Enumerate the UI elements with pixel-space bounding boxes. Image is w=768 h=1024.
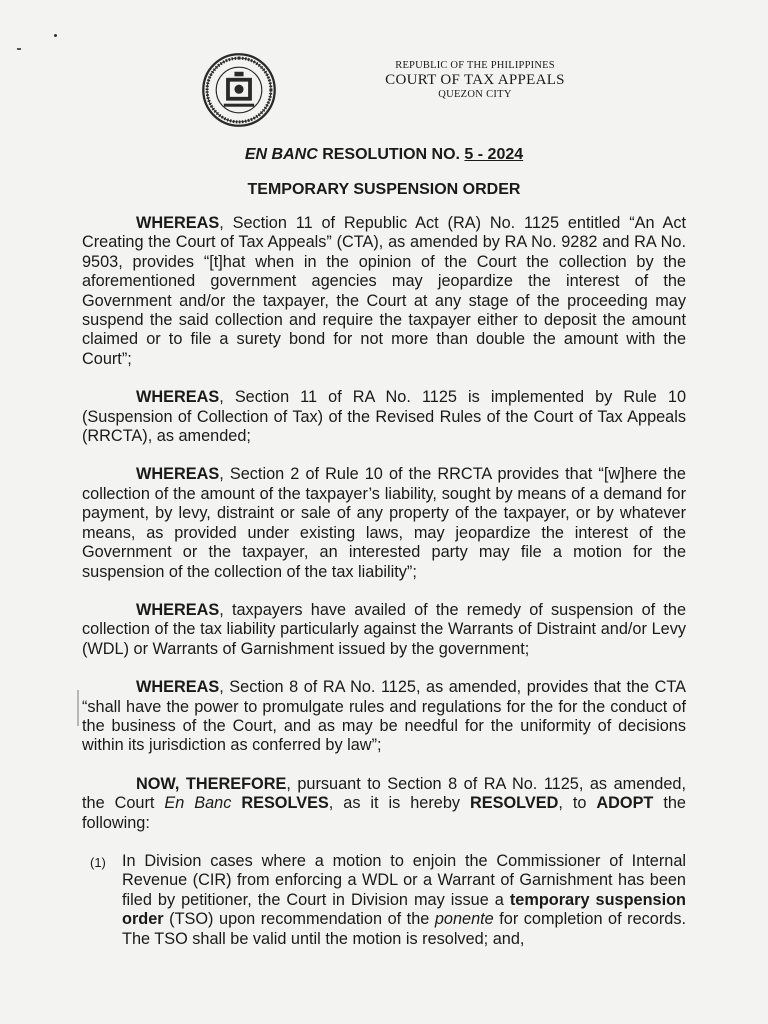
resolution-title (0, 146, 768, 164)
court-seal-icon (201, 52, 277, 128)
list-item-text: for completion of records. The TSO shall be valid until the motion is resolved; and, (122, 910, 686, 948)
resolves-bold: RESOLVES (241, 794, 329, 813)
paragraph-text: , Section 11 of Republic Act (RA) No. 1125 entitled “An Act Creating the Court of Tax Appeals” (CTA), as amended by RA No. 9282 and RA No. 9503, provides “[t]hat when in the opinion of the Court the collection by the aforementioned government agencies may jeopardize the interest of the Government and/or the taxpayer, the Court at any stage of the proceeding may suspend the said collection and require the taxpayer either to deposit the amount claimed or to file a surety bond for not more than double the amount with the Court”; (82, 214, 686, 368)
letterhead-country: REPUBLIC OF THE PHILIPPINES (395, 60, 555, 71)
scan-speck (54, 34, 57, 37)
list-item (82, 852, 686, 949)
letterhead-court: COURT OF TAX APPEALS (385, 72, 565, 89)
paragraph-text: , pursuant to Section 8 of RA No. 1125, as amended, the Court (82, 774, 686, 813)
letterhead (360, 60, 590, 101)
document-body (82, 214, 686, 949)
paragraph-text: , to (558, 794, 597, 813)
en-banc-italic: En Banc (164, 794, 232, 813)
list-item-text: (TSO) upon recommendation of the (163, 910, 435, 929)
paragraph-text: , Section 2 of Rule 10 of the RRCTA provides that “[w]here the collection of the amount of the taxpayer’s liability, sought by means of a demand for payment, by levy, distraint or sale of any property of the taxpayer, or by whatever means, as provided under existing laws, may jeopardize the interest of the Government or the taxpayer, an interested party may file a motion for the suspension of the collection of the tax liability”; (82, 465, 686, 581)
resolution-number: 5 - 2024 (464, 146, 524, 163)
ponente-italic: ponente (434, 910, 494, 929)
whereas-paragraph-3 (82, 465, 686, 581)
word-space (231, 794, 241, 812)
whereas-paragraph-5 (82, 678, 686, 756)
resolution-label: RESOLUTION NO. (317, 146, 465, 163)
whereas-paragraph-2 (82, 388, 686, 446)
tso-bold: temporary suspension order (122, 890, 686, 929)
paragraph-lead: WHEREAS (136, 600, 220, 619)
document-subtitle: TEMPORARY SUSPENSION ORDER (247, 181, 521, 198)
resolved-bold: RESOLVED (470, 794, 559, 813)
paragraph-text: the following: (82, 794, 686, 832)
list-item-text: In Division cases where a motion to enjoin the Commissioner of Internal Revenue (CIR) from enforcing a WDL or a Warrant of Garnishment has been filed by petitioner, the Court in Division may issue a (122, 851, 686, 909)
paragraph-text: , as it is hereby (328, 794, 470, 813)
paragraph-lead: WHEREAS (136, 465, 220, 484)
paragraph-lead: WHEREAS (136, 678, 220, 697)
resolution-en-banc: EN BANC (244, 146, 318, 163)
scan-speck (17, 48, 21, 50)
paragraph-text: , taxpayers have availed of the remedy of suspension of the collection of the tax liability particularly against the Warrants of Distraint and/or Levy (WDL) or Warrants of Garnishment issued by the government; (82, 600, 686, 658)
whereas-paragraph-1 (82, 214, 686, 369)
paragraph-lead: NOW, THEREFORE (136, 774, 287, 793)
paragraph-lead: WHEREAS (136, 214, 220, 232)
paragraph-lead: WHEREAS (136, 388, 220, 407)
resolving-paragraph (82, 775, 686, 833)
letterhead-city: QUEZON CITY (438, 89, 512, 101)
margin-mark (77, 690, 79, 726)
paragraph-text: , Section 11 of RA No. 1125 is implemented by Rule 10 (Suspension of Collection of Tax) of the Revised Rules of the Court of Tax Appeals (RRCTA), as amended; (82, 388, 686, 446)
whereas-paragraph-4 (82, 601, 686, 659)
list-item-number: (1) (90, 854, 106, 870)
adopt-bold: ADOPT (596, 794, 654, 813)
paragraph-text: , Section 8 of RA No. 1125, as amended, provides that the CTA “shall have the power to promulgate rules and regulations for the for the conduct of the business of the Court, and as may be needful for the uniformity of decisions within its jurisdiction as conferred by law”; (82, 678, 686, 755)
